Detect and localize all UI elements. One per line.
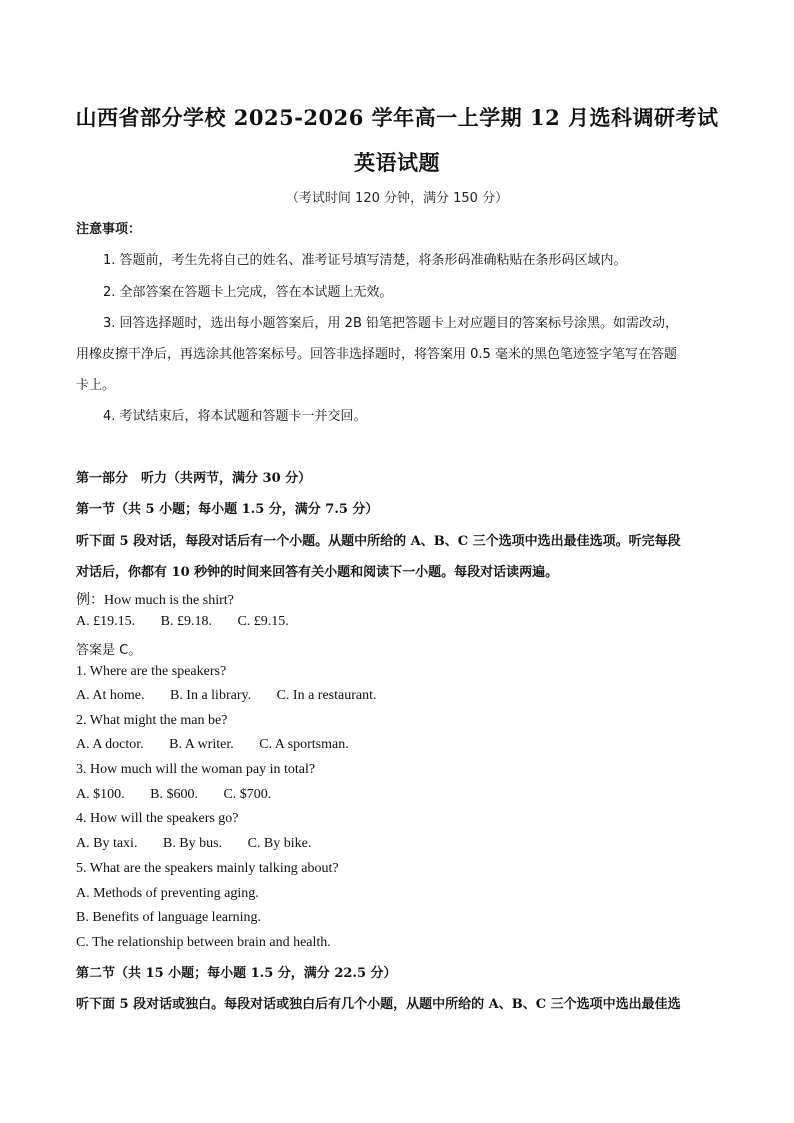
option-a: A. A doctor. (76, 737, 144, 752)
option-c: C. £9.15. (237, 614, 289, 629)
question-5-option-a: A. Methods of preventing aging. (76, 886, 259, 901)
option-c: C. A sportsman. (259, 737, 349, 752)
notice-item-3-line-2: 用橡皮擦干净后，再选涂其他答案标号。回答非选择题时，将答案用 0.5 毫米的黑色笔迹签字笔写在答题 (76, 347, 677, 362)
example-answer: 答案是 C。 (76, 643, 142, 658)
notice-item-3-line-3: 卡上。 (76, 378, 116, 393)
section1-instruction-line-1: 听下面 5 段对话，每段对话后有一个小题。从题中所给的 A、B、C 三个选项中选出最佳选项。听完每段 (76, 534, 681, 549)
notice-item-2: 2. 全部答案在答题卡上完成，答在本试题上无效。 (103, 285, 393, 300)
option-b: B. £9.18. (160, 614, 212, 629)
option-a: A. $100. (76, 787, 125, 802)
question-2: 2. What might the man be? (76, 713, 228, 728)
subject-title: 英语试题 (354, 150, 440, 175)
question-4: 4. How will the speakers go? (76, 811, 239, 826)
option-b: B. By bus. (162, 836, 223, 851)
option-c: C. $700. (223, 787, 272, 802)
question-5: 5. What are the speakers mainly talking about? (76, 861, 339, 876)
option-a: A. By taxi. (76, 836, 138, 851)
section2-instruction: 听下面 5 段对话或独白。每段对话或独白后有几个小题，从题中所给的 A、B、C 三个选项中选出最佳选 (76, 997, 681, 1012)
option-b: B. $600. (150, 787, 198, 802)
question-5-option-c: C. The relationship between brain and health. (76, 935, 331, 950)
notice-item-3-line-1: 3. 回答选择题时，选出每小题答案后，用 2B 铅笔把答题卡上对应题目的答案标号涂黑。如需改动， (103, 316, 678, 331)
section1-instruction-line-2: 对话后，你都有 10 秒钟的时间来回答有关小题和阅读下一小题。每段对话读两遍。 (76, 565, 559, 580)
question-2-options (76, 737, 721, 753)
question-1-options (76, 688, 721, 704)
section1-heading: 第一节（共 5 小题；每小题 1.5 分，满分 7.5 分） (76, 502, 379, 517)
example-options (76, 614, 721, 630)
question-5-option-b: B. Benefits of language learning. (76, 910, 262, 925)
part1-heading: 第一部分 听力（共两节，满分 30 分） (76, 471, 312, 486)
notice-item-4: 4. 考试结束后，将本试题和答题卡一并交回。 (103, 409, 367, 424)
question-1: 1. Where are the speakers? (76, 664, 227, 679)
exam-title: 山西省部分学校 2025-2026 学年高一上学期 12 月选科调研考试 (75, 105, 719, 130)
question-3: 3. How much will the woman pay in total? (76, 762, 316, 777)
notice-item-1: 1. 答题前，考生先将自己的姓名、准考证号填写清楚，将条形码准确粘贴在条形码区域内。 (103, 253, 627, 268)
exam-duration-note: （考试时间 120 分钟，满分 150 分） (285, 191, 509, 206)
option-b: B. In a library. (169, 688, 252, 703)
question-3-options (76, 787, 721, 803)
question-4-options (76, 836, 721, 852)
option-b: B. A writer. (169, 737, 234, 752)
option-a: A. £19.15. (76, 614, 136, 629)
example-question: 例：How much is the shirt? (76, 593, 234, 608)
option-a: A. At home. (76, 688, 145, 703)
section2-heading: 第二节（共 15 小题；每小题 1.5 分，满分 22.5 分） (76, 966, 397, 981)
option-c: C. By bike. (247, 836, 312, 851)
notice-heading: 注意事项： (76, 222, 142, 237)
option-c: C. In a restaurant. (276, 688, 377, 703)
